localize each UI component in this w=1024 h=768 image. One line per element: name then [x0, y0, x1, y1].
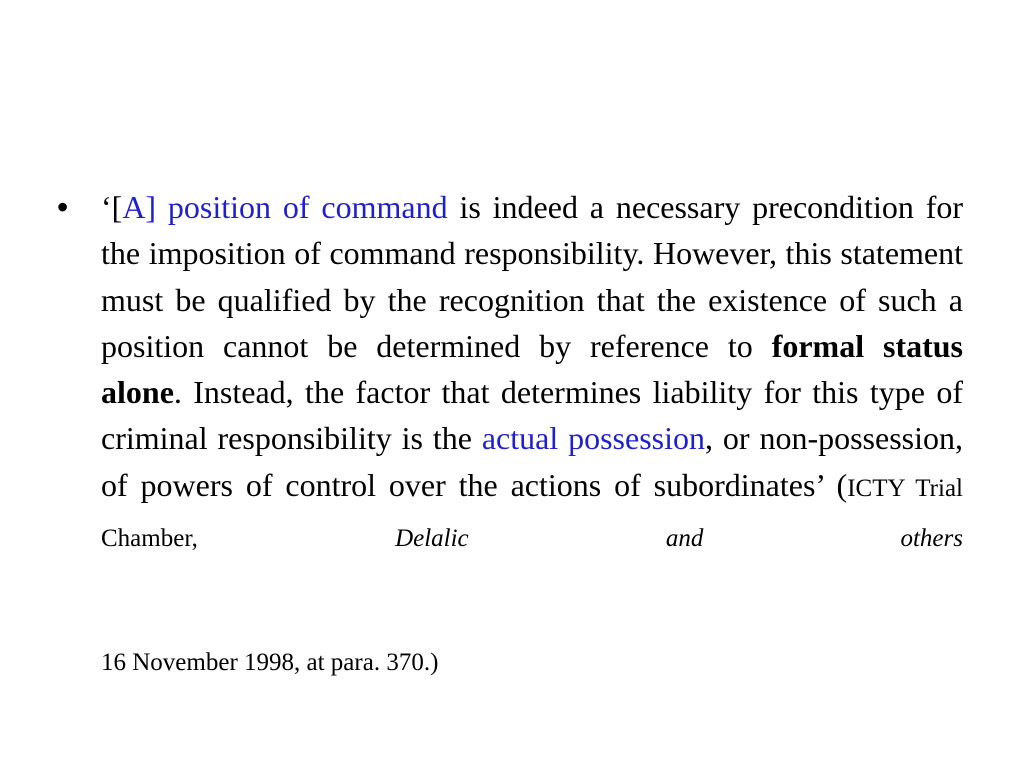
citation-case: Delalic and others — [395, 525, 963, 553]
citation-date: 16 November 1998, at para. 370.) — [101, 649, 439, 676]
highlight-actual-possession: actual possession — [481, 420, 706, 457]
highlight-position-of-command: A] position of command — [122, 189, 448, 225]
citation-court: ICTY Trial Chamber, — [101, 474, 963, 553]
bullet-icon: • — [57, 189, 69, 225]
quote-text-3: , or non-possession, of powers of control over the actions of subordinates’ ( — [101, 420, 964, 503]
quote-text-2: . Instead, the factor that determines liability for this type of criminal responsibility is the — [101, 374, 963, 457]
quote-text-1: is indeed a necessary precondition for the imposition of command responsibility. However, this statement must be qualified by the recognition that the existence of such a position cannot be determined by reference to — [101, 189, 963, 364]
bullet-quote — [101, 184, 963, 562]
quote-open-mark: ‘[ — [101, 189, 123, 225]
bold-formal-status-alone: formal status alone — [101, 327, 964, 411]
